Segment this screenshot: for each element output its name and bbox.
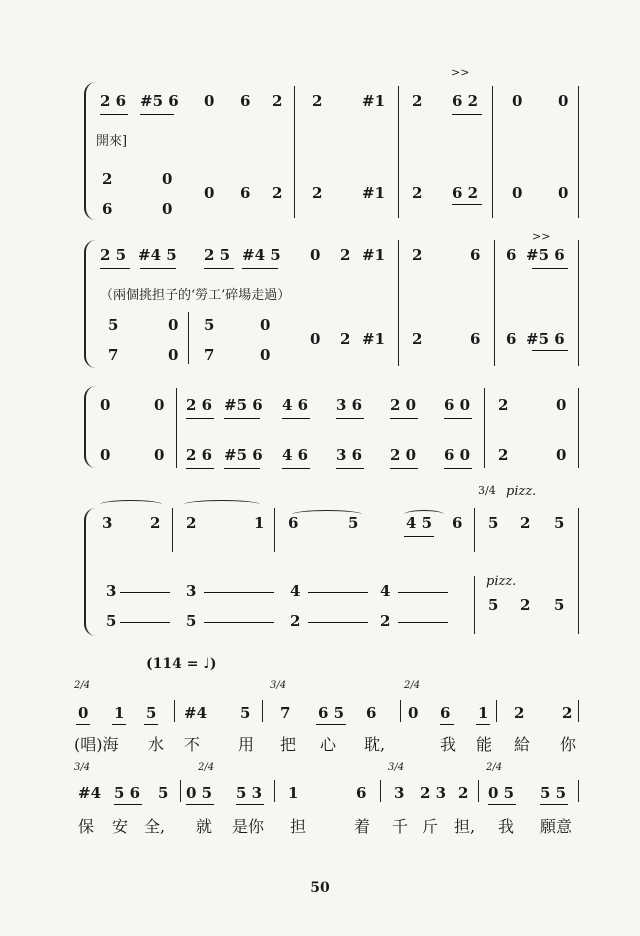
note: 5 — [488, 514, 499, 532]
accent-mark: >> — [532, 230, 551, 243]
note: 2 — [498, 396, 509, 414]
note: 7 — [280, 704, 291, 722]
staff-bottom — [100, 446, 580, 466]
beam — [282, 418, 310, 419]
time-signature: 2/4 — [404, 680, 421, 691]
beam — [144, 724, 158, 725]
note: #5 6 — [224, 446, 263, 464]
lyric: 我 — [498, 817, 515, 836]
note: 0 5 — [488, 784, 515, 802]
beam — [452, 114, 482, 115]
note: #4 — [184, 704, 208, 722]
barline — [274, 780, 275, 802]
barline — [578, 700, 579, 722]
barline — [496, 700, 497, 722]
pizz-marking: pizz. — [506, 484, 537, 499]
note: 0 — [154, 396, 165, 414]
note: 2 — [380, 612, 391, 630]
note: 2 — [312, 92, 323, 110]
staff-bottom — [100, 170, 580, 202]
beam — [186, 468, 214, 469]
lyric: 担 — [290, 817, 307, 836]
note: 5 — [106, 612, 117, 630]
annotation: 開來] — [96, 134, 128, 149]
beam — [444, 418, 472, 419]
note: 0 5 — [186, 784, 213, 802]
note: 3 — [394, 784, 405, 802]
note: 0 — [168, 346, 179, 364]
note: 6 0 — [444, 396, 471, 414]
tie-line — [120, 622, 170, 623]
note: 2 6 — [186, 446, 213, 464]
note: 1 — [478, 704, 489, 722]
note: 6 — [452, 514, 463, 532]
barline — [492, 86, 493, 218]
time-signature: 3/4 — [74, 762, 91, 773]
note: 2 — [340, 330, 351, 348]
note: 2 — [102, 170, 113, 188]
note: 2 — [290, 612, 301, 630]
tie-line — [398, 592, 448, 593]
beam — [452, 204, 482, 205]
note: 5 — [554, 514, 565, 532]
note: 5 — [204, 316, 215, 334]
lyric: 全, — [144, 817, 166, 836]
beam — [224, 418, 260, 419]
note: 6 — [506, 330, 517, 348]
note: #4 5 — [138, 246, 177, 264]
note: 7 — [108, 346, 119, 364]
lyric: 千 — [392, 817, 409, 836]
page-number: 50 — [310, 880, 330, 896]
time-signature: 2/4 — [198, 762, 215, 773]
barline — [174, 700, 175, 722]
tie-line — [308, 622, 368, 623]
note: 3 6 — [336, 396, 363, 414]
note: 0 — [100, 396, 111, 414]
lyric: 保 — [78, 817, 95, 836]
note: 2 6 — [186, 396, 213, 414]
note: 7 — [204, 346, 215, 364]
note: 5 3 — [236, 784, 263, 802]
staff-bottom-lower — [100, 346, 580, 366]
system-brace — [84, 508, 96, 636]
time-signature: 3/4 — [388, 762, 405, 773]
beam — [444, 468, 472, 469]
note: 5 5 — [540, 784, 567, 802]
note: 0 — [558, 92, 569, 110]
note: 6 — [470, 246, 481, 264]
beam — [532, 350, 568, 351]
note: 0 — [512, 92, 523, 110]
note: 5 — [240, 704, 251, 722]
note: 2 3 — [420, 784, 447, 802]
note: 2 — [514, 704, 525, 722]
note: #4 — [78, 784, 102, 802]
barline — [578, 388, 579, 468]
note: 1 — [114, 704, 125, 722]
note: 0 — [168, 316, 179, 334]
system-brace — [84, 386, 96, 468]
note: 3 — [102, 514, 113, 532]
beam — [242, 268, 278, 269]
note: 2 — [520, 596, 531, 614]
lyric: 把 — [280, 735, 297, 754]
lyric: 願意 — [540, 817, 573, 836]
note: 0 — [512, 184, 523, 202]
lyric: 能 — [476, 735, 493, 754]
note: 4 6 — [282, 446, 309, 464]
staff-bottom-lower — [100, 200, 580, 220]
note: #5 6 — [224, 396, 263, 414]
staff-top — [100, 92, 580, 112]
note: 1 — [288, 784, 299, 802]
staff-bottom — [100, 316, 580, 348]
barline — [294, 86, 295, 218]
lyric: 給 — [514, 735, 531, 754]
beam — [282, 468, 310, 469]
system-brace — [84, 240, 96, 368]
note: 6 — [240, 184, 251, 202]
beam — [532, 268, 568, 269]
note: 0 — [556, 446, 567, 464]
note: 0 — [100, 446, 111, 464]
tie-line — [120, 592, 170, 593]
beam — [336, 468, 364, 469]
note: 6 — [470, 330, 481, 348]
barline — [398, 240, 399, 366]
note: 2 — [186, 514, 197, 532]
beam — [76, 724, 90, 725]
lyric: 我 — [440, 735, 457, 754]
note: #1 — [362, 92, 386, 110]
note: 6 — [288, 514, 299, 532]
note: 2 — [458, 784, 469, 802]
pizz-marking: pizz. — [486, 574, 517, 589]
beam — [186, 418, 214, 419]
note: 0 — [558, 184, 569, 202]
note: 0 — [310, 330, 321, 348]
note: #4 5 — [242, 246, 281, 264]
note: 6 — [240, 92, 251, 110]
beam — [540, 804, 568, 805]
beam — [186, 804, 214, 805]
barline — [262, 700, 263, 722]
barline — [172, 508, 173, 552]
lyric: 斤 — [422, 817, 439, 836]
note: 3 6 — [336, 446, 363, 464]
barline — [484, 388, 485, 468]
note: 4 — [380, 582, 391, 600]
note: 6 2 — [452, 184, 479, 202]
lyric: 不 — [184, 735, 201, 754]
note: 5 6 — [114, 784, 141, 802]
note: #5 6 — [526, 330, 565, 348]
note: 2 — [150, 514, 161, 532]
beam — [316, 724, 346, 725]
time-signature: 2/4 — [486, 762, 503, 773]
note: #5 6 — [526, 246, 565, 264]
beam — [140, 268, 176, 269]
lyric: 水 — [148, 735, 165, 754]
barline — [578, 86, 579, 218]
note: 2 — [412, 246, 423, 264]
beam — [100, 114, 128, 115]
note: 2 0 — [390, 446, 417, 464]
lyric: 担, — [454, 817, 476, 836]
staff-top — [100, 246, 580, 266]
note: 2 — [340, 246, 351, 264]
barline — [180, 780, 181, 802]
note: 0 — [204, 184, 215, 202]
note: 0 — [162, 200, 173, 218]
note: 0 — [260, 346, 271, 364]
lyric: 就 — [196, 817, 213, 836]
tempo-marking: (114 = ♩) — [146, 656, 217, 672]
note: 0 — [78, 704, 89, 722]
note: 0 — [260, 316, 271, 334]
note: 6 — [102, 200, 113, 218]
note: 2 — [520, 514, 531, 532]
note: 3 — [106, 582, 117, 600]
note: 5 — [554, 596, 565, 614]
beam — [390, 418, 418, 419]
tie-line — [204, 622, 274, 623]
note: 4 — [290, 582, 301, 600]
note: 5 — [348, 514, 359, 532]
beam — [112, 724, 126, 725]
note: 2 — [312, 184, 323, 202]
note: 2 0 — [390, 396, 417, 414]
note: 4 5 — [406, 514, 433, 532]
beam — [440, 724, 454, 725]
barline — [474, 576, 475, 634]
beam — [204, 268, 234, 269]
note: 0 — [204, 92, 215, 110]
barline — [474, 508, 475, 552]
note: 0 — [556, 396, 567, 414]
note: 0 — [154, 446, 165, 464]
note: 6 2 — [452, 92, 479, 110]
beam — [488, 804, 516, 805]
barline — [578, 240, 579, 366]
note: 4 6 — [282, 396, 309, 414]
note: 2 — [412, 330, 423, 348]
note: 2 — [272, 92, 283, 110]
time-signature: 3/4 — [270, 680, 287, 691]
note: 6 — [356, 784, 367, 802]
beam — [476, 724, 490, 725]
note: 5 — [108, 316, 119, 334]
melody-notes-2 — [74, 784, 594, 804]
barline — [274, 508, 275, 552]
melody-notes-1 — [74, 704, 594, 724]
beam — [140, 114, 174, 115]
barline — [578, 780, 579, 802]
note: 1 — [254, 514, 265, 532]
lyric: 用 — [238, 735, 255, 754]
note: #1 — [362, 184, 386, 202]
note: 5 — [186, 612, 197, 630]
accent-mark: >> — [451, 66, 470, 79]
beam — [236, 804, 264, 805]
note: 2 — [272, 184, 283, 202]
tie-line — [398, 622, 448, 623]
slur — [100, 500, 162, 509]
note: 2 5 — [204, 246, 231, 264]
note: 0 — [162, 170, 173, 188]
note: 2 6 — [100, 92, 127, 110]
note: 2 — [498, 446, 509, 464]
beam — [224, 468, 260, 469]
note: 2 — [412, 184, 423, 202]
annotation: （兩個挑担子的‘勞工’碎場走過） — [100, 288, 291, 303]
barline — [380, 780, 381, 802]
note: #1 — [362, 246, 386, 264]
note: 5 — [488, 596, 499, 614]
barline — [176, 388, 177, 468]
note: 2 — [562, 704, 573, 722]
lyrics-line-1 — [74, 732, 594, 756]
barline — [494, 240, 495, 366]
barline — [188, 312, 189, 364]
note: 6 5 — [318, 704, 345, 722]
lyric: 你 — [560, 735, 577, 754]
note: 2 — [412, 92, 423, 110]
tie-line — [204, 592, 274, 593]
lyric: 着 — [354, 817, 371, 836]
note: 6 — [366, 704, 377, 722]
lyric: 是你 — [232, 817, 265, 836]
lyric: (唱)海 — [74, 735, 119, 754]
beam — [404, 536, 434, 537]
time-signature: 3/4 — [478, 484, 496, 497]
beam — [390, 468, 418, 469]
tie-line — [308, 592, 368, 593]
system-brace — [84, 82, 96, 220]
time-signature: 2/4 — [74, 680, 91, 691]
lyric: 耽, — [364, 735, 386, 754]
note: #5 6 — [140, 92, 179, 110]
note: 6 — [506, 246, 517, 264]
barline — [578, 508, 579, 634]
note: 6 0 — [444, 446, 471, 464]
lyric: 安 — [112, 817, 129, 836]
note: 5 — [158, 784, 169, 802]
beam — [336, 418, 364, 419]
lyric: 心 — [320, 735, 337, 754]
barline — [478, 780, 479, 802]
note: 2 5 — [100, 246, 127, 264]
note: 0 — [408, 704, 419, 722]
barline — [400, 700, 401, 722]
barline — [398, 86, 399, 218]
beam — [114, 804, 142, 805]
note: #1 — [362, 330, 386, 348]
note: 0 — [310, 246, 321, 264]
lyrics-line-2 — [74, 814, 594, 838]
beam — [100, 268, 130, 269]
note: 3 — [186, 582, 197, 600]
staff-top — [100, 396, 580, 416]
note: 5 — [146, 704, 157, 722]
note: 6 — [440, 704, 451, 722]
slur — [184, 500, 260, 509]
